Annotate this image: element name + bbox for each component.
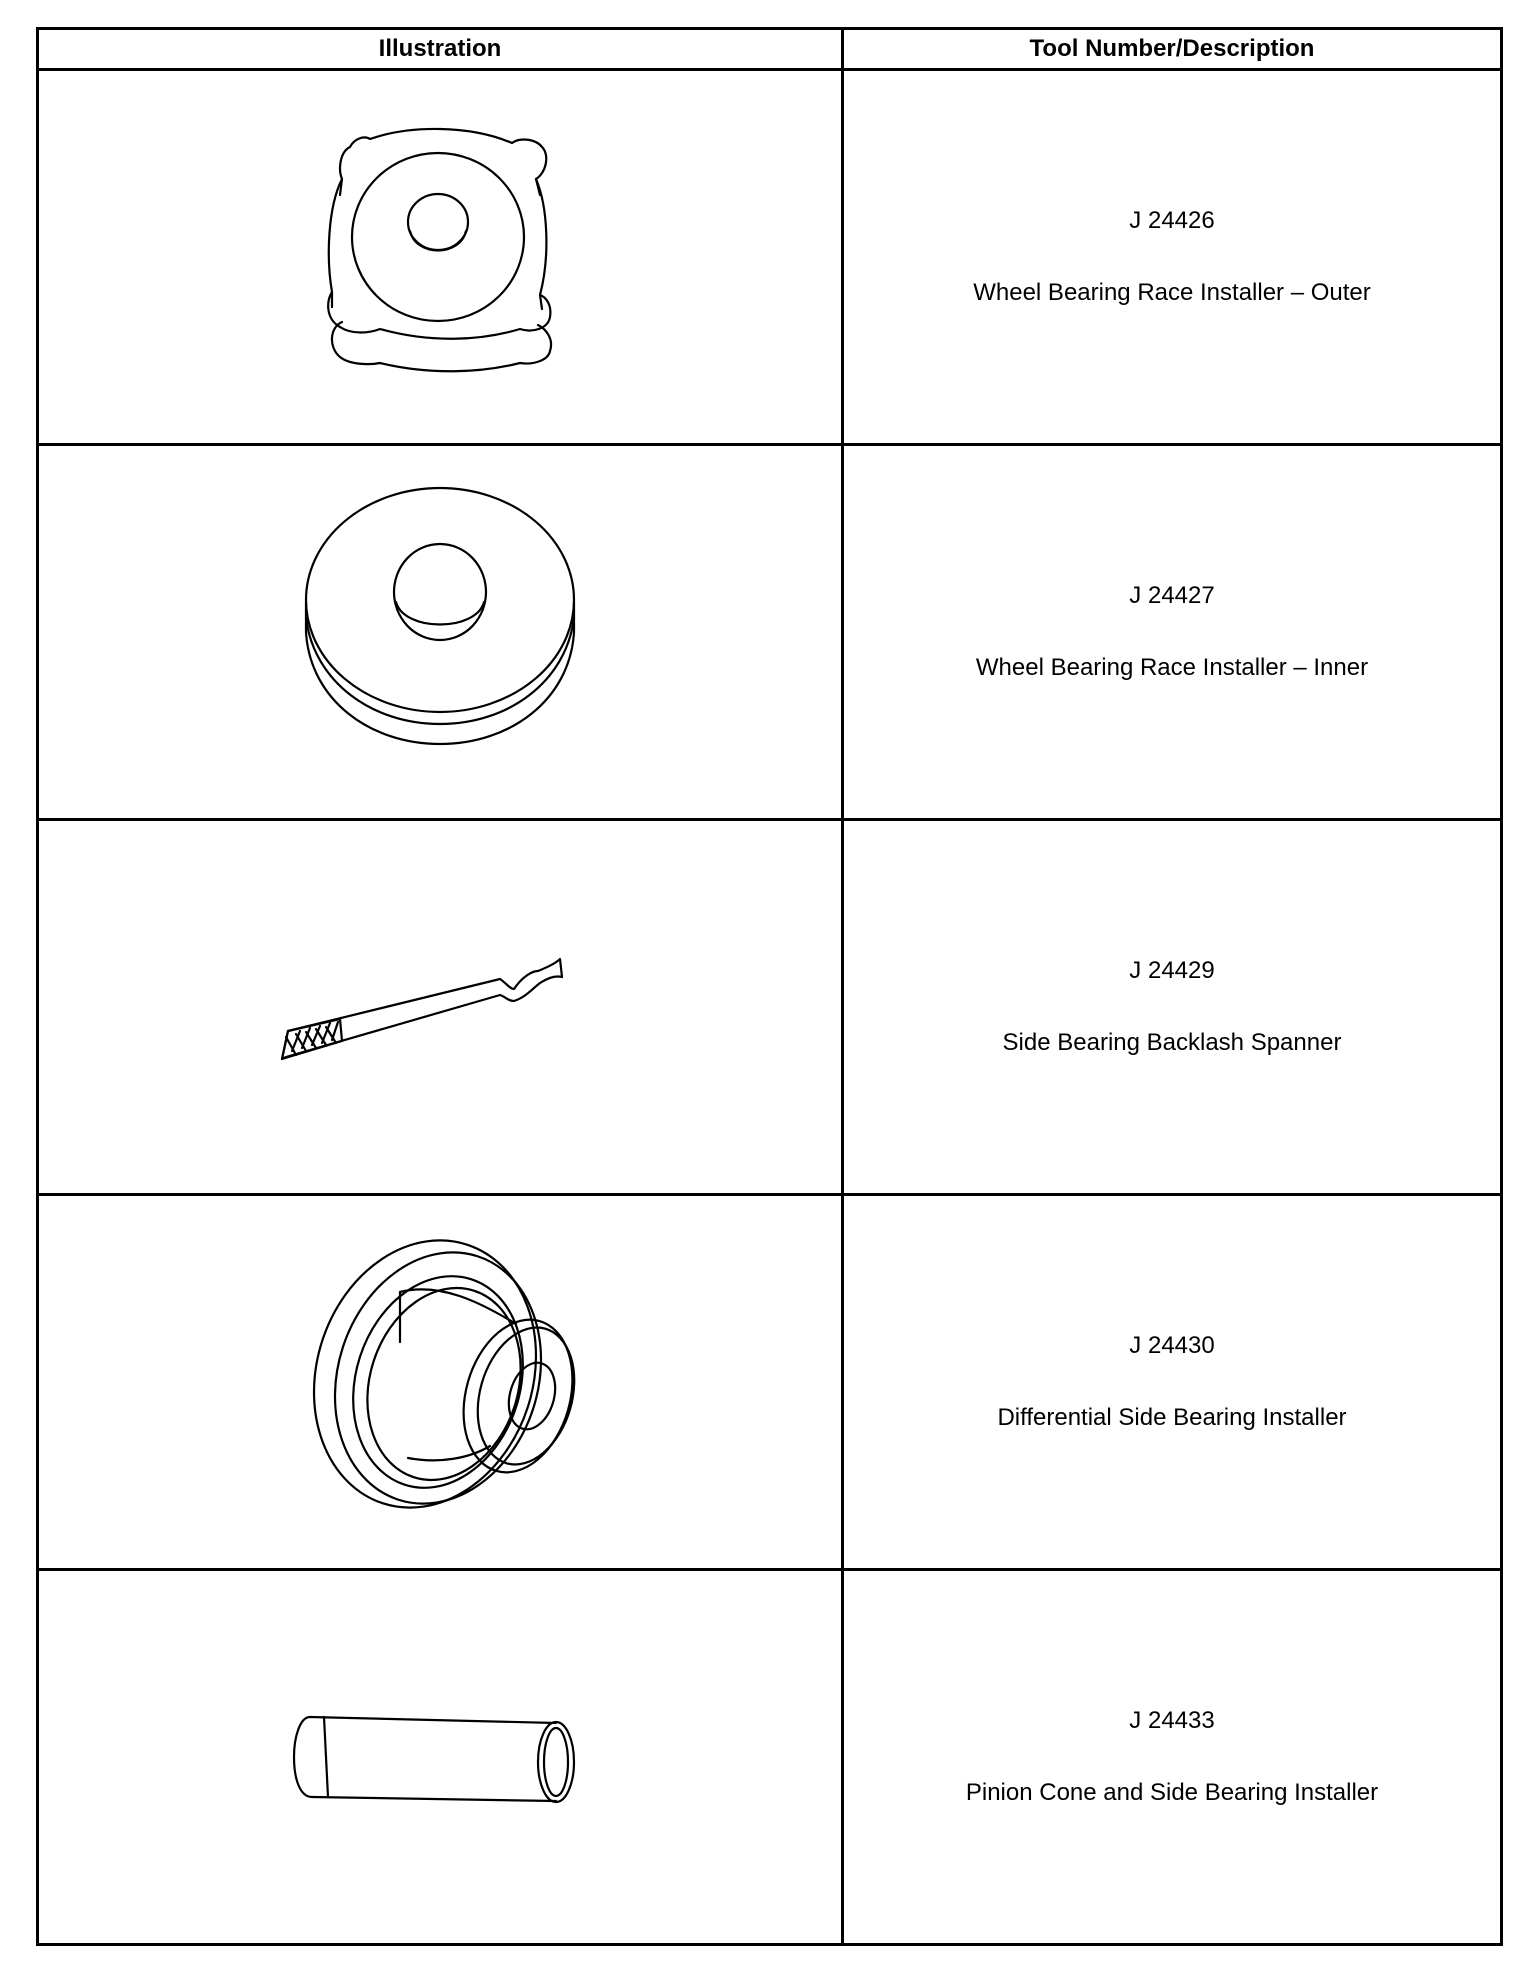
table-row [38,445,1502,820]
tool-description: Side Bearing Backlash Spanner [1002,1029,1342,1056]
tool-number: J 24433 [1129,1707,1215,1734]
tool-description: Pinion Cone and Side Bearing Installer [965,1779,1379,1806]
table-row [38,820,1502,1195]
table-row [38,1570,1502,1945]
tool-cell [843,820,1502,1195]
illustration-header: Illustration [38,29,843,70]
pinion-cone-installer-icon [280,1687,600,1827]
table-row [38,70,1502,445]
illustration-cell [38,1570,843,1945]
tool-number: J 24430 [1129,1332,1215,1359]
tool-cell [843,445,1502,820]
illustration-cell [38,445,843,820]
table-row [38,1195,1502,1570]
race-installer-outer-icon [280,107,600,407]
special-tools-table [36,27,1503,1946]
tool-number: J 24426 [1129,207,1215,234]
tool-description: Differential Side Bearing Installer [997,1404,1347,1431]
race-installer-inner-icon [280,482,600,782]
tool-cell [843,1570,1502,1945]
side-bearing-installer-icon [280,1232,600,1532]
tool-number: J 24429 [1129,957,1215,984]
tool-description: Wheel Bearing Race Installer – Outer [973,279,1371,306]
tool-cell [843,70,1502,445]
tool-number: J 24427 [1129,582,1215,609]
illustration-cell [38,1195,843,1570]
header-row [38,29,1502,70]
tool-cell [843,1195,1502,1570]
tool-description: Wheel Bearing Race Installer – Inner [975,654,1369,681]
illustration-cell [38,820,843,1195]
illustration-cell [38,70,843,445]
tool-header: Tool Number/Description [843,29,1502,70]
backlash-spanner-icon [270,927,610,1087]
